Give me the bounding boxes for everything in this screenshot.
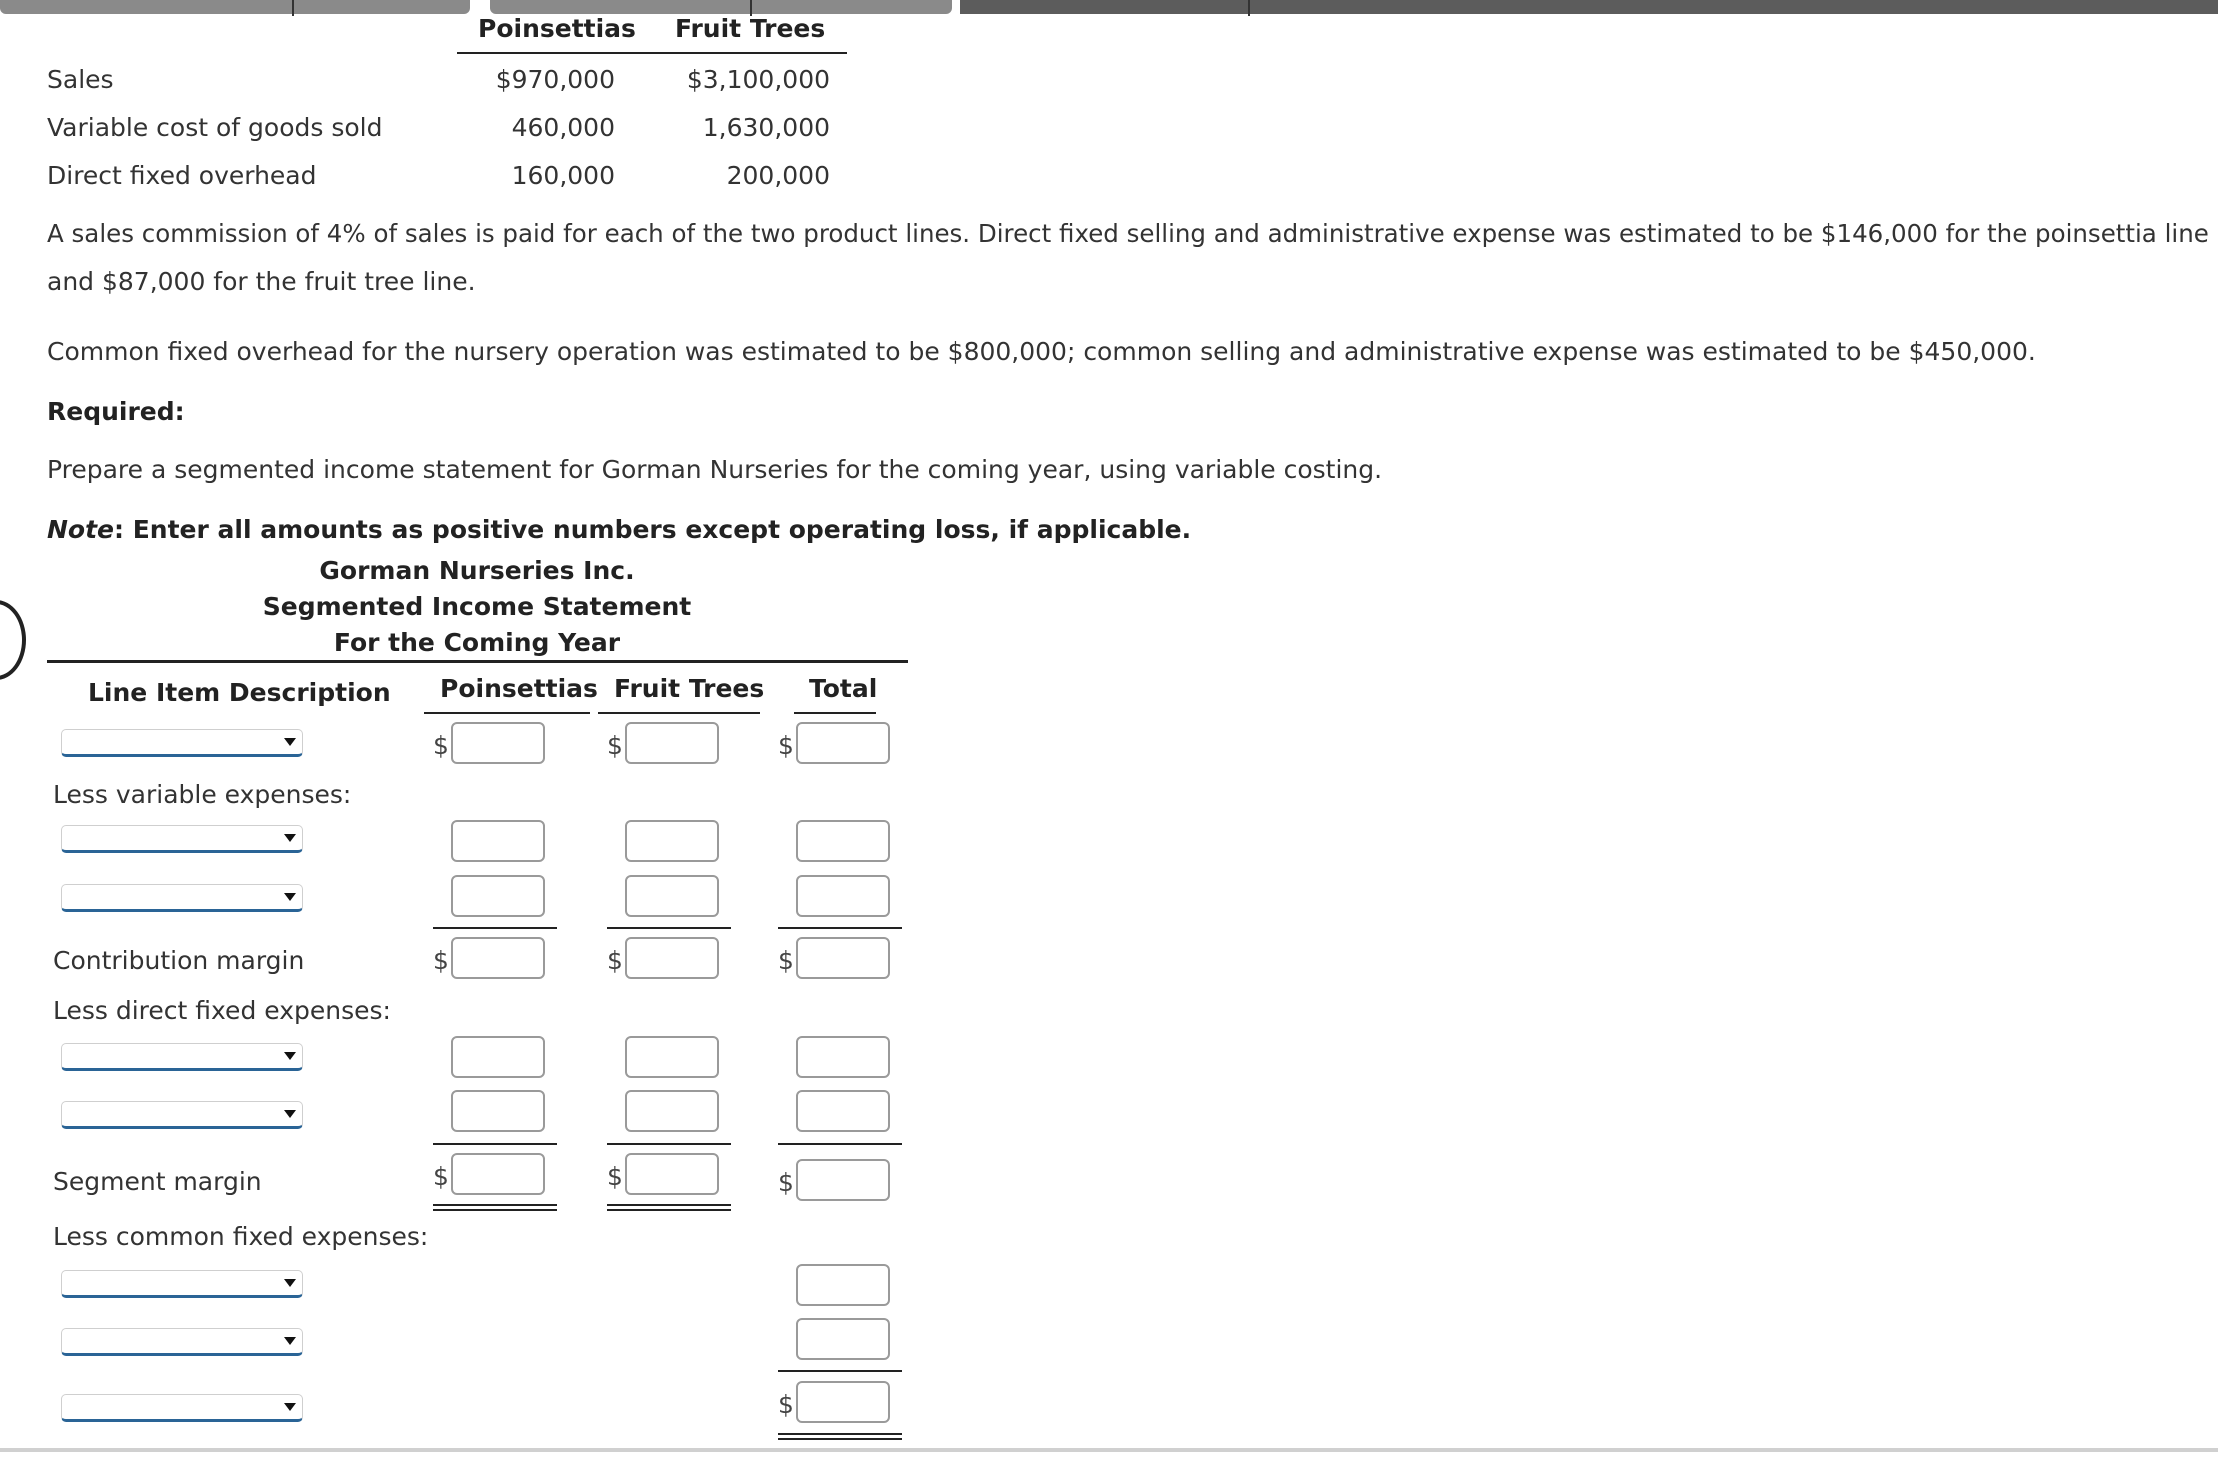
col-header-poinsettias: Poinsettias — [440, 674, 598, 703]
dollar-sign: $ — [778, 946, 794, 975]
line-item-dropdown[interactable] — [61, 1101, 303, 1129]
amount-input-total[interactable] — [796, 1090, 890, 1132]
double-rule — [607, 1209, 731, 1211]
line-item-dropdown[interactable] — [61, 825, 303, 853]
statement-period: For the Coming Year — [333, 628, 621, 657]
section-label-common-fixed: Less common fixed expenses: — [53, 1222, 429, 1251]
line-item-dropdown[interactable] — [61, 729, 303, 757]
subtotal-rule — [778, 1143, 902, 1145]
source-col-fruit-trees: Fruit Trees — [675, 14, 826, 43]
line-item-dropdown[interactable] — [61, 1394, 303, 1422]
dollar-sign: $ — [433, 731, 449, 760]
required-label: Required: — [47, 397, 185, 426]
source-row-label: Variable cost of goods sold — [47, 113, 383, 142]
line-item-dropdown[interactable] — [61, 1043, 303, 1071]
col-header-description: Line Item Description — [88, 678, 391, 707]
contribution-margin-label: Contribution margin — [53, 946, 305, 975]
header-underline — [598, 712, 760, 714]
source-value: 200,000 — [726, 161, 830, 190]
amount-input-total[interactable] — [796, 1318, 890, 1360]
header-underline — [424, 712, 590, 714]
operating-income-total[interactable] — [796, 1381, 890, 1423]
subtotal-rule — [607, 1143, 731, 1145]
segment-margin-total[interactable] — [796, 1159, 890, 1201]
amount-input-poinsettias[interactable] — [451, 875, 545, 917]
subtotal-rule — [778, 927, 902, 929]
amount-input-total[interactable] — [796, 875, 890, 917]
subtotal-rule — [433, 1143, 557, 1145]
dollar-sign: $ — [607, 1162, 623, 1191]
source-col-poinsettias: Poinsettias — [478, 14, 636, 43]
toolbar-segment — [0, 0, 470, 14]
note-prefix: Note — [47, 515, 115, 544]
amount-input-poinsettias[interactable] — [451, 820, 545, 862]
dollar-sign: $ — [778, 1168, 794, 1197]
dollar-sign: $ — [607, 731, 623, 760]
chevron-down-icon — [284, 1052, 296, 1060]
amount-input-poinsettias[interactable] — [451, 722, 545, 764]
note-text — [47, 515, 1191, 544]
double-rule — [778, 1438, 902, 1440]
instruction-text: Prepare a segmented income statement for Gorman Nurseries for the coming year, using variable costing. — [47, 455, 1383, 484]
double-rule — [433, 1204, 557, 1206]
amount-input-total[interactable] — [796, 820, 890, 862]
company-name: Gorman Nurseries Inc. — [319, 556, 635, 585]
col-header-fruit-trees: Fruit Trees — [614, 674, 765, 703]
segment-margin-label: Segment margin — [53, 1167, 262, 1196]
chevron-down-icon — [284, 834, 296, 842]
dollar-sign: $ — [778, 1390, 794, 1419]
section-label-variable: Less variable expenses: — [53, 780, 352, 809]
segment-margin-fruit-trees[interactable] — [625, 1153, 719, 1195]
source-value: $970,000 — [495, 65, 615, 94]
chevron-down-icon — [284, 893, 296, 901]
amount-input-poinsettias[interactable] — [451, 1090, 545, 1132]
double-rule — [778, 1433, 902, 1435]
subtotal-rule — [607, 927, 731, 929]
contribution-margin-fruit-trees[interactable] — [625, 937, 719, 979]
common-fixed-paragraph: Common fixed overhead for the nursery operation was estimated to be $800,000; common selling and administrative expense was estimated to be $450,000. — [47, 337, 2036, 366]
amount-input-fruit-trees[interactable] — [625, 1090, 719, 1132]
section-label-direct-fixed: Less direct fixed expenses: — [53, 996, 391, 1025]
amount-input-fruit-trees[interactable] — [625, 820, 719, 862]
line-item-dropdown[interactable] — [61, 884, 303, 912]
chevron-down-icon — [284, 1403, 296, 1411]
amount-input-total[interactable] — [796, 1264, 890, 1306]
double-rule — [607, 1204, 731, 1206]
contribution-margin-poinsettias[interactable] — [451, 937, 545, 979]
statement-top-rule — [47, 660, 908, 663]
amount-input-total[interactable] — [796, 722, 890, 764]
amount-input-poinsettias[interactable] — [451, 1036, 545, 1078]
scroll-indicator — [0, 600, 26, 680]
line-item-dropdown[interactable] — [61, 1328, 303, 1356]
double-rule — [433, 1209, 557, 1211]
chevron-down-icon — [284, 738, 296, 746]
line-item-dropdown[interactable] — [61, 1270, 303, 1298]
commission-paragraph-cont: and $87,000 for the fruit tree line. — [47, 267, 476, 296]
source-value: 160,000 — [511, 161, 615, 190]
source-row-label: Sales — [47, 65, 114, 94]
chevron-down-icon — [284, 1279, 296, 1287]
segment-margin-poinsettias[interactable] — [451, 1153, 545, 1195]
toolbar-dark-region — [960, 0, 2218, 14]
toolbar-divider — [1248, 0, 1250, 16]
bottom-border — [0, 1448, 2218, 1452]
source-value: 1,630,000 — [702, 113, 830, 142]
col-header-total: Total — [809, 674, 878, 703]
contribution-margin-total[interactable] — [796, 937, 890, 979]
source-value: 460,000 — [511, 113, 615, 142]
statement-title: Segmented Income Statement — [262, 592, 692, 621]
toolbar-segment — [490, 0, 952, 14]
amount-input-fruit-trees[interactable] — [625, 1036, 719, 1078]
chevron-down-icon — [284, 1337, 296, 1345]
dollar-sign: $ — [778, 731, 794, 760]
amount-input-total[interactable] — [796, 1036, 890, 1078]
chevron-down-icon — [284, 1110, 296, 1118]
dollar-sign: $ — [433, 946, 449, 975]
dollar-sign: $ — [433, 1162, 449, 1191]
amount-input-fruit-trees[interactable] — [625, 875, 719, 917]
subtotal-rule — [433, 927, 557, 929]
header-underline — [794, 712, 876, 714]
note-body: : Enter all amounts as positive numbers except operating loss, if applicable. — [114, 515, 1192, 544]
source-row-label: Direct fixed overhead — [47, 161, 317, 190]
amount-input-fruit-trees[interactable] — [625, 722, 719, 764]
source-value: $3,100,000 — [686, 65, 830, 94]
dollar-sign: $ — [607, 946, 623, 975]
source-header-rule — [457, 52, 847, 54]
toolbar-divider — [292, 0, 294, 16]
commission-paragraph: A sales commission of 4% of sales is paid for each of the two product lines. Direct fixed selling and administrative expense was estimated to be $146,000 for the poinsettia line — [47, 219, 2209, 248]
subtotal-rule — [778, 1370, 902, 1372]
top-toolbar — [0, 0, 2218, 16]
